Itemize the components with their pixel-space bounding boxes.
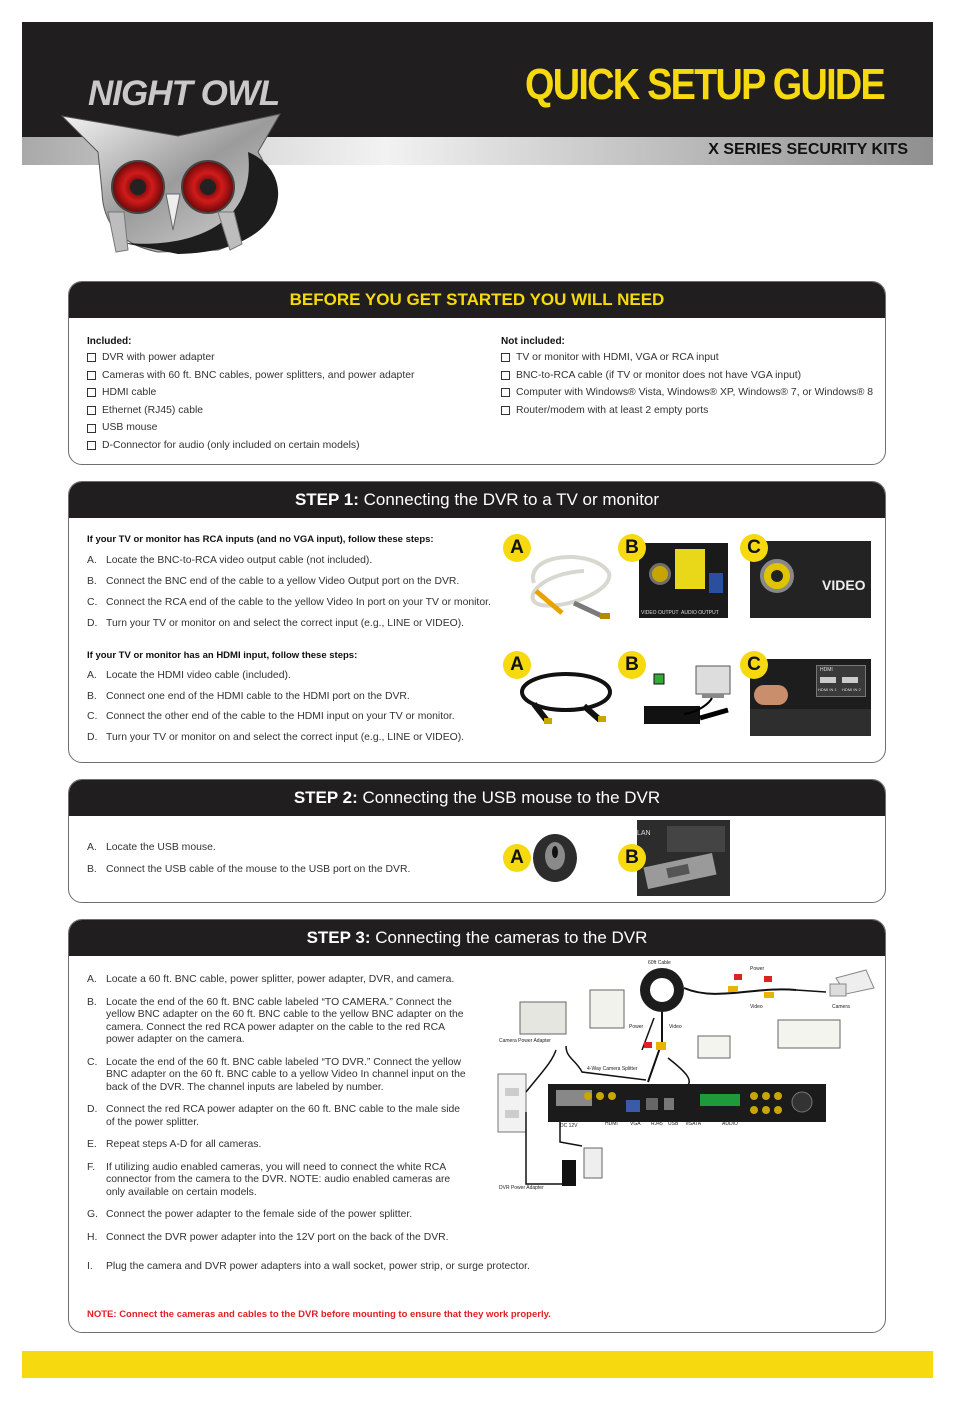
tv-video-input-photo <box>750 541 871 618</box>
tv-hdmi-input-photo <box>750 659 871 736</box>
instruction-step: E. Repeat steps A-D for all cameras. <box>87 1139 262 1150</box>
section-heading <box>69 780 885 816</box>
dvr-hdmi-diagram-photo <box>640 662 732 732</box>
section-heading <box>69 482 885 518</box>
lan-label: LAN <box>637 830 651 837</box>
dvr-video-output-photo <box>639 543 728 618</box>
hdmi-in-1-label: HDMI IN 1 <box>818 687 837 692</box>
dvr-usb-port-photo <box>637 820 730 896</box>
checkbox-icon <box>501 371 510 380</box>
footer-bar <box>22 1351 933 1378</box>
hdmi-steps-list <box>87 670 517 752</box>
instruction-step: D. Turn your TV or monitor on and select the correct input (e.g., LINE or VIDEO). <box>87 618 465 629</box>
owl-logo-icon <box>58 112 288 262</box>
checklist-text: TV or monitor with HDMI, VGA or RCA input <box>516 352 719 363</box>
checklist-item <box>87 437 414 455</box>
checklist-text: Ethernet (RJ45) cable <box>102 404 204 416</box>
page-title: QUICK SETUP GUIDE <box>525 60 885 109</box>
diag-hdmi-label: HDMI <box>605 1121 618 1127</box>
diag-dc12v-label: DC 12V <box>560 1123 578 1129</box>
checklist-item <box>501 367 873 385</box>
diag-vga-label: VGA <box>630 1121 641 1127</box>
checklist-item <box>87 402 414 420</box>
instruction-step: C. Connect the RCA end of the cable to the yellow Video In port on your TV or monitor. <box>87 597 491 608</box>
page-subtitle: X SERIES SECURITY KITS <box>708 141 908 158</box>
badge-a: A <box>503 844 531 872</box>
diag-dvr-adapter-label: DVR Power Adapter <box>499 1185 544 1191</box>
video-port-label: VIDEO <box>822 577 866 593</box>
checkbox-icon <box>87 371 96 380</box>
badge-b: B <box>618 844 646 872</box>
diag-camera-label: Camera <box>832 1004 850 1010</box>
badge-a: A <box>503 651 531 679</box>
diag-video-label: Video <box>750 1004 763 1010</box>
instruction-step: D. Connect the red RCA power adapter on the 60 ft. BNC cable to the male side of the power splitter. <box>87 1104 461 1128</box>
instruction-step: B. Connect the BNC end of the cable to a yellow Video Output port on the DVR. <box>87 576 460 587</box>
checklist-item <box>501 384 873 402</box>
checkbox-icon <box>87 441 96 450</box>
section-heading: BEFORE YOU GET STARTED YOU WILL NEED <box>69 282 885 318</box>
hdmi-in-2-label: HDMI IN 2 <box>842 687 861 692</box>
instruction-step: C. Locate the end of the 60 ft. BNC cable labeled “TO DVR.” Connect the yellow BNC adapter on the 60 ft. BNC cable to a yellow Video In channel input on the back of the DVR. The channel inputs are labeled by number. <box>87 1056 466 1093</box>
checklist-text: DVR with power adapter <box>102 352 215 363</box>
section-heading <box>69 920 885 956</box>
badge-b: B <box>618 651 646 679</box>
camera-steps-list <box>87 974 471 1254</box>
section-body <box>69 318 885 465</box>
checkbox-icon <box>501 406 510 415</box>
checklist-item <box>87 349 414 367</box>
checkbox-icon <box>87 388 96 397</box>
instruction-step: A. Locate a 60 ft. BNC cable, power splitter, power adapter, DVR, and camera. <box>87 974 455 985</box>
section-before-you-start <box>68 281 886 465</box>
diag-video-mid-label: Video <box>669 1024 682 1030</box>
diag-power-top-label: Power <box>750 966 765 972</box>
checklist-item <box>87 419 414 437</box>
checklist-text: Router/modem with at least 2 empty ports <box>516 404 709 416</box>
included-title: Included: <box>87 336 132 347</box>
camera-step-i: I. Plug the camera and DVR power adapters into a wall socket, power strip, or surge protector. <box>87 1261 530 1272</box>
not-included-list <box>501 349 873 419</box>
brand-logo-text: NIGHT OWL <box>88 74 280 113</box>
badge-c: C <box>740 534 768 562</box>
checklist-text: USB mouse <box>102 422 158 434</box>
mouse-steps-list <box>87 842 487 886</box>
checklist-text: HDMI cable <box>102 387 157 399</box>
diag-audio-label: AUDIO <box>722 1121 738 1127</box>
hdmi-cable-photo <box>514 664 618 728</box>
checkbox-icon <box>87 424 96 433</box>
rca-steps-list <box>87 555 517 639</box>
step-title: Connecting the cameras to the DVR <box>375 928 648 947</box>
checklist-item <box>501 402 873 420</box>
checkbox-icon <box>501 388 510 397</box>
instruction-step: B. Connect the USB cable of the mouse to the USB port on the DVR. <box>87 864 411 875</box>
diag-cam-adapter-label: Camera Power Adapter <box>499 1038 551 1044</box>
instruction-step: A. Locate the USB mouse. <box>87 842 216 853</box>
checklist-item <box>87 367 414 385</box>
checklist-text: D-Connector for audio (only included on certain models) <box>102 439 360 451</box>
camera-wiring-diagram <box>496 962 882 1200</box>
step-title: Connecting the USB mouse to the DVR <box>362 788 661 807</box>
instruction-step: C. Connect the other end of the cable to the HDMI input on your TV or monitor. <box>87 711 455 722</box>
diag-usb-label: USB <box>668 1121 679 1127</box>
checklist-text: Computer with Windows® Vista, Windows® XP, Windows® 7, or Windows® 8 <box>516 387 874 399</box>
step-title: Connecting the DVR to a TV or monitor <box>363 490 660 509</box>
instruction-step: H. Connect the DVR power adapter into the 12V port on the back of the DVR. <box>87 1231 449 1243</box>
checkbox-icon <box>501 353 510 362</box>
checklist-item <box>87 384 414 402</box>
audio-output-label: AUDIO OUTPUT <box>681 610 719 616</box>
hdmi-instructions-title: If your TV or monitor has an HDMI input, follow these steps: <box>87 650 358 661</box>
not-included-title: Not included: <box>501 336 565 347</box>
instruction-step: G. Connect the power adapter to the female side of the power splitter. <box>87 1209 413 1220</box>
checklist-text: Cameras with 60 ft. BNC cables, power splitters, and power adapter <box>102 369 415 381</box>
section-step-2 <box>68 779 886 903</box>
rca-instructions-title: If your TV or monitor has RCA inputs (and no VGA input), follow these steps: <box>87 534 434 545</box>
checkbox-icon <box>87 406 96 415</box>
included-list <box>87 349 414 455</box>
instruction-step: A. Locate the BNC-to-RCA video output cable (not included). <box>87 555 373 566</box>
instruction-step: D. Turn your TV or monitor on and select the correct input (e.g., LINE or VIDEO). <box>87 731 465 743</box>
step-label: STEP 3: <box>306 928 371 947</box>
diag-cable-label: 60ft Cable <box>648 960 671 966</box>
instruction-step: B. Locate the end of the 60 ft. BNC cable labeled “TO CAMERA.” Connect the yellow BNC adapter on the 60 ft. BNC cable to the yellow BNC adapter on the camera. Connect the red RCA power adapter on the cable to the red RCA power adapter on the camera. <box>87 996 464 1045</box>
badge-a: A <box>503 534 531 562</box>
diag-splitter-label: 4-Way Camera Splitter <box>587 1066 638 1072</box>
usb-mouse-photo <box>526 826 584 886</box>
section-body <box>69 816 885 903</box>
hdmi-panel-label: HDMI <box>820 667 833 673</box>
badge-b: B <box>618 534 646 562</box>
instruction-step: F. If utilizing audio enabled cameras, you will need to connect the white RCA connector from the camera to the DVR. NOTE: audio enabled cameras are only available on certain models. <box>87 1161 451 1198</box>
mounting-note: NOTE: Connect the cameras and cables to the DVR before mounting to ensure that they work properly. <box>87 1309 551 1320</box>
instruction-step: A. Locate the HDMI video cable (included). <box>87 670 291 681</box>
badge-c: C <box>740 651 768 679</box>
checkbox-icon <box>87 353 96 362</box>
diag-rj45-label: RJ45 <box>651 1121 663 1127</box>
checklist-item <box>501 349 873 367</box>
diag-esata-label: eSATA <box>686 1121 702 1127</box>
instruction-step: B. Connect one end of the HDMI cable to the HDMI port on the DVR. <box>87 690 410 702</box>
bnc-rca-cable-photo <box>514 543 618 623</box>
diag-power-label: Power <box>629 1024 644 1030</box>
step-label: STEP 1: <box>294 490 359 509</box>
step-label: STEP 2: <box>293 788 358 807</box>
checklist-text: BNC-to-RCA cable (if TV or monitor does not have VGA input) <box>516 369 802 381</box>
video-output-label: VIDEO OUTPUT <box>641 610 679 616</box>
